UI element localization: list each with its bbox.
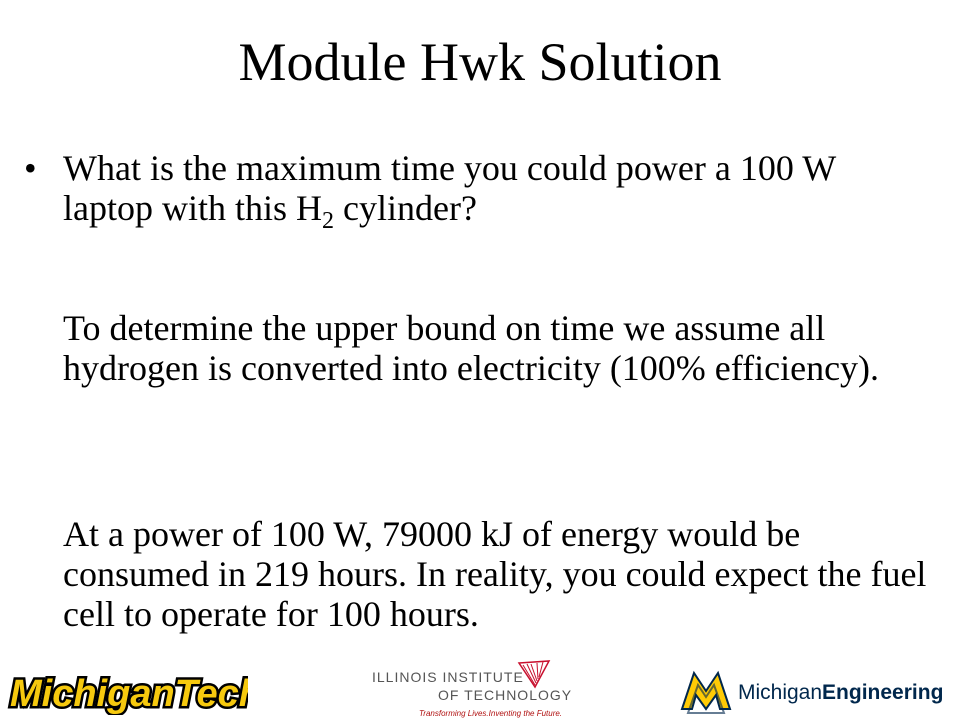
iit-line-2: OF TECHNOLOGY — [438, 687, 573, 703]
um-wordmark-bold: Engineering — [822, 681, 944, 704]
question-text-start: What is the maximum time you could power a 100 W laptop with this H — [63, 148, 836, 228]
iit-tagline: Transforming Lives.Inventing the Future. — [419, 709, 563, 718]
michigan-engineering-wordmark — [738, 681, 943, 705]
footer-logos — [0, 655, 960, 720]
slide-title: Module Hwk Solution — [238, 32, 722, 92]
subscript-2: 2 — [322, 208, 334, 235]
iit-mark-icon — [517, 659, 551, 689]
question-text — [63, 148, 934, 235]
question-text-end: cylinder? — [334, 188, 477, 228]
michigan-engineering-logo — [676, 665, 960, 717]
um-wordmark-regular: Michigan — [738, 681, 823, 704]
michigan-tech-logo — [4, 668, 248, 715]
illinois-tech-logo — [372, 659, 584, 717]
bullet-question — [24, 148, 934, 235]
bullet-marker: • — [24, 148, 37, 188]
michigan-tech-wordmark: MichiganTech — [10, 673, 248, 715]
iit-line-1: ILLINOIS INSTITUTE — [372, 669, 524, 685]
block-m-icon — [676, 665, 734, 717]
paragraph-upper-bound: To determine the upper bound on time we assume all hydrogen is converted into electricity (100% efficiency). — [63, 308, 880, 388]
paragraph-power-result: At a power of 100 W, 79000 kJ of energy would be consumed in 219 hours. In reality, you could expect the fuel cell to operate for 100 hours. — [63, 514, 927, 634]
